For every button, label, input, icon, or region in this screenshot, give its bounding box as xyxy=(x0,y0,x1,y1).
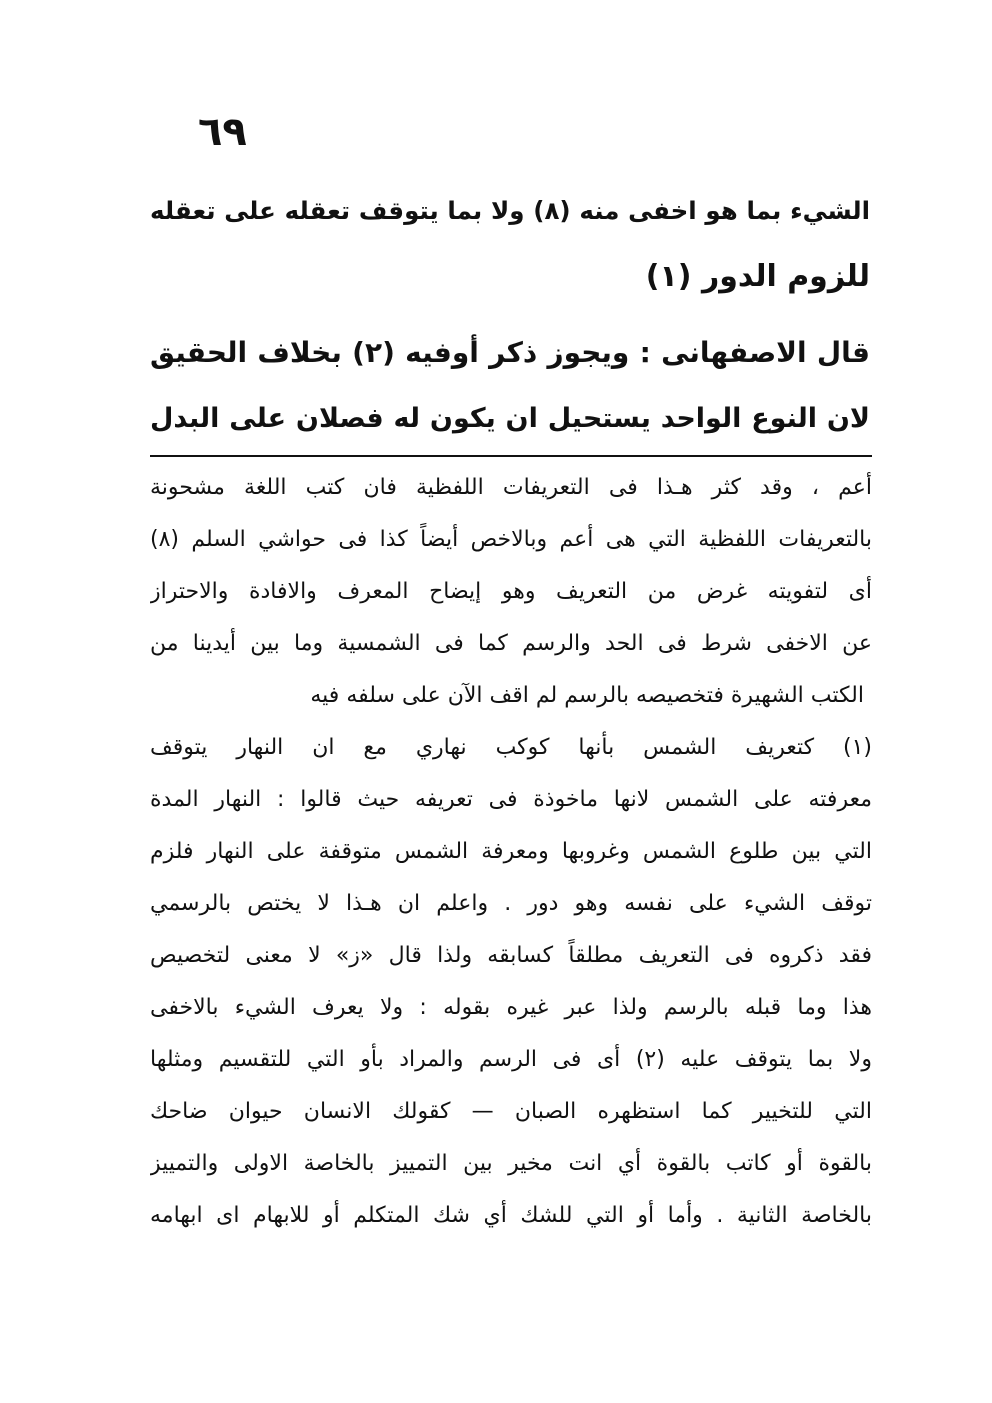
footnote-line: (١) كتعريف الشمس بأنها كوكب نهاري مع ان النهار يتوقف xyxy=(150,735,872,760)
footnote-line: أعم ، وقد كثر هـذا فى التعريفات اللفظية فان كتب اللغة مشحونة xyxy=(150,475,872,500)
footnote-line: التي للتخيير كما استظهره الصبان — كقولك الانسان حيوان ضاحك xyxy=(150,1099,872,1124)
page-number: ٦٩ xyxy=(198,109,247,155)
main-text-line: للزوم الدور (١) xyxy=(645,259,870,294)
main-text-block xyxy=(150,178,870,452)
footnote-line: هذا وما قبله بالرسم ولذا عبر غيره بقوله : ولا يعرف الشيء بالاخفى xyxy=(150,995,872,1020)
footnote-divider xyxy=(150,455,872,457)
main-text-line: الشيء بما هو اخفى منه (٨) ولا بما يتوقف تعقله على تعقله xyxy=(150,196,870,225)
footnote-line: الكتب الشهيرة فتخصيصه بالرسم لم اقف الآن على سلفه فيه xyxy=(310,683,864,708)
footnote-line: ولا بما يتوقف عليه (٢) أى فى الرسم والمراد بأو التي للتقسيم ومثلها xyxy=(150,1047,872,1072)
footnote-line: بالتعريفات اللفظية التي هى أعم وبالاخص أيضاً كذا فى حواشي السلم (٨) xyxy=(150,527,872,552)
footnote-line: عن الاخفى شرط فى الحد والرسم كما فى الشمسية وما بين أيدينا من xyxy=(150,631,872,656)
footnote-line: فقد ذكروه فى التعريف مطلقاً كسابقه ولذا قال «ز» لا معنى لتخصيص xyxy=(150,943,872,968)
footnote-line: أى لتفويته غرض من التعريف وهو إيضاح المعرف والافادة والاحتراز xyxy=(150,579,872,604)
footnote-line: بالقوة أو كاتب بالقوة أي انت مخير بين التمييز بالخاصة الاولى والتمييز xyxy=(150,1151,872,1176)
main-text-line: قال الاصفهانى : ويجوز ذكر أوفيه (٢) بخلاف الحقيق xyxy=(150,336,870,369)
footnote-line: بالخاصة الثانية . وأما أو التي للشك أي شك المتكلم أو للابهام اى ابهامه xyxy=(150,1203,872,1228)
footnote-line: معرفته على الشمس لانها ماخوذة فى تعريفه حيث قالوا : النهار المدة xyxy=(150,787,872,812)
main-text-line: لان النوع الواحد يستحيل ان يكون له فصلان على البدل xyxy=(150,403,870,434)
footnote-line: توقف الشيء على نفسه وهو دور . واعلم ان هـذا لا يختص بالرسمي xyxy=(150,891,872,916)
footnote-line: التي بين طلوع الشمس وغروبها ومعرفة الشمس متوقفة على النهار فلزم xyxy=(150,839,872,864)
footnotes-block xyxy=(150,462,872,1242)
